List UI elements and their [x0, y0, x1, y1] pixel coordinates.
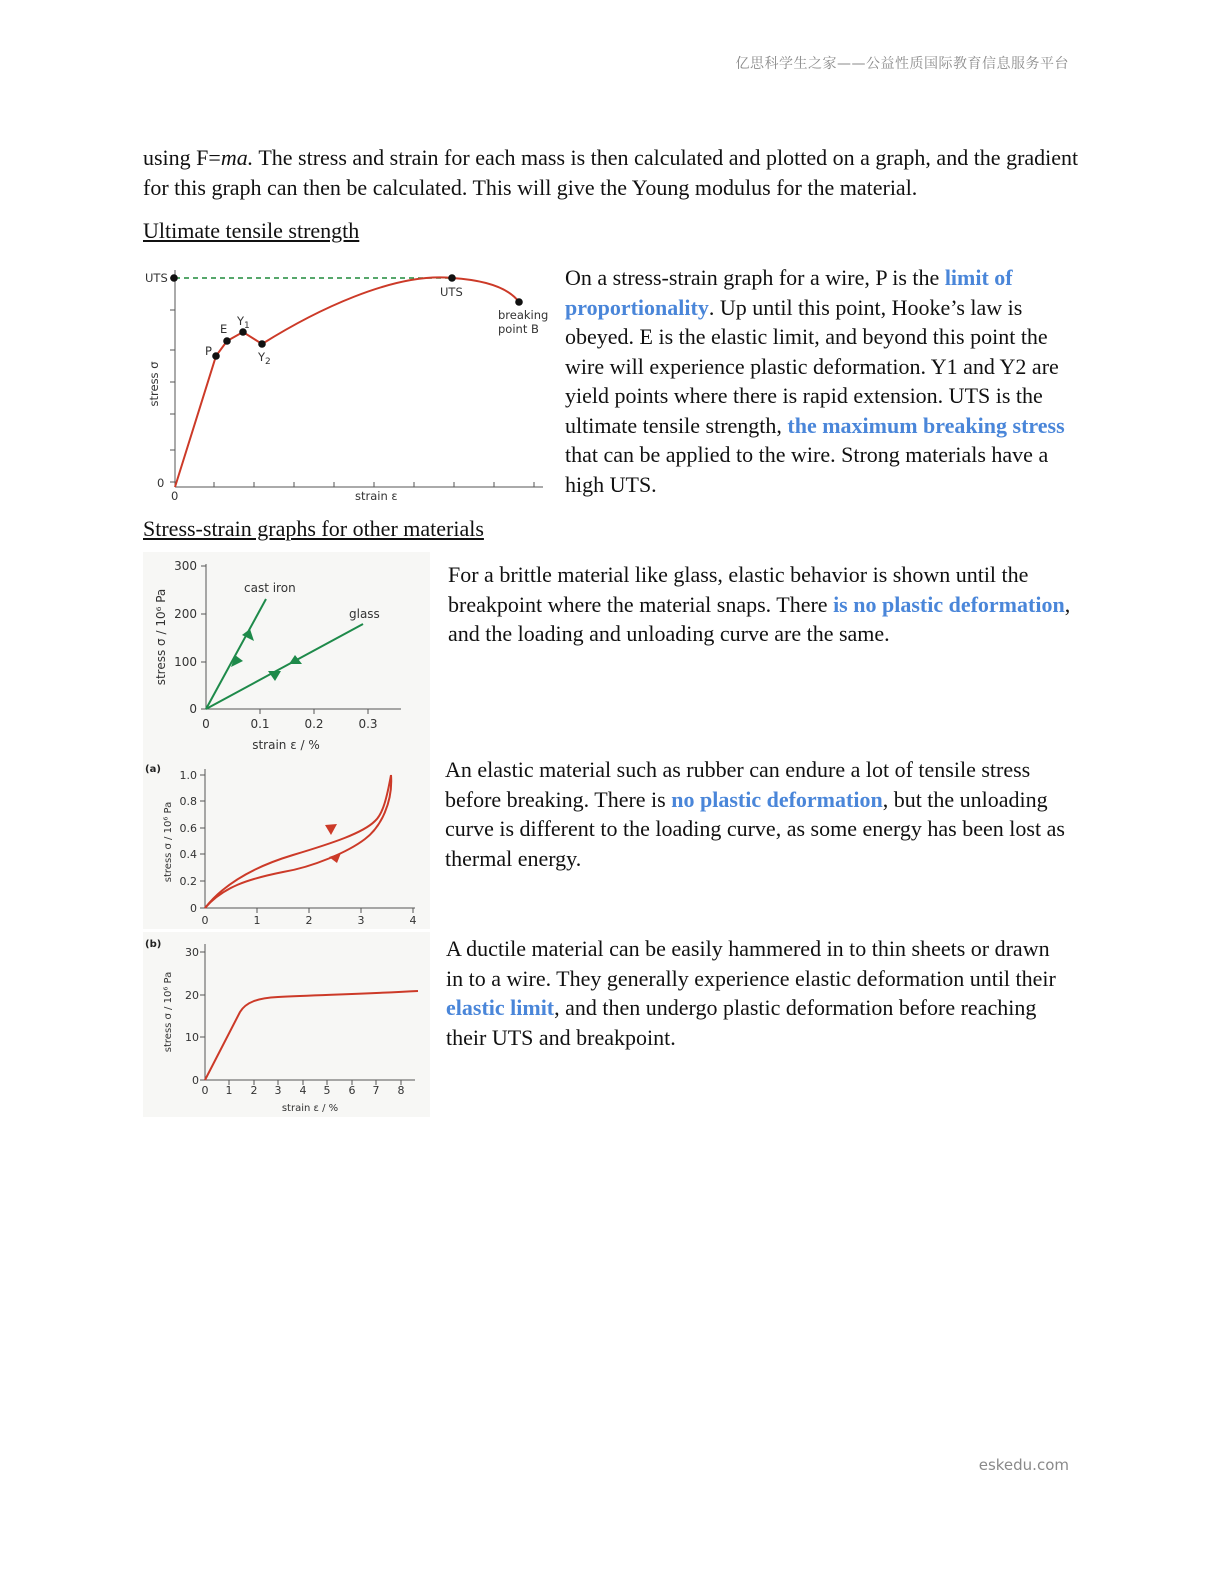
intro-text-1: using F= [143, 145, 221, 170]
ductile-ytick-30: 30 [185, 946, 199, 959]
ductile-xtick-6: 6 [348, 1084, 356, 1097]
ductile-xtick-1: 1 [225, 1084, 233, 1097]
brittle-text-2: , and the loading and unloading curve are the same. [448, 591, 1071, 646]
uts-highlight-2: the maximum breaking stress [787, 412, 1065, 438]
brittle-chart-svg [143, 552, 430, 757]
rubber-ytick-0-4: 0.4 [179, 848, 197, 861]
label-e: E [220, 322, 228, 336]
rubber-ytick-0: 0 [190, 902, 197, 915]
ductile-paragraph [446, 934, 1066, 1052]
glass-arrow-down [289, 655, 302, 664]
rubber-xtick-1: 1 [253, 914, 261, 927]
point-y2 [258, 340, 266, 348]
uts-chart [143, 262, 548, 507]
point-e [223, 337, 231, 345]
ductile-curve [205, 991, 418, 1080]
ductile-ylabel: stress σ / 10⁶ Pa [163, 971, 174, 1053]
brittle-xlabel: strain ε / % [252, 738, 320, 752]
brittle-ytick-300: 300 [174, 559, 197, 573]
page-footer: eskedu.com [978, 1456, 1069, 1474]
label-breaking-2: point B [498, 322, 539, 336]
elastic-highlight: no plastic deformation [671, 786, 883, 812]
ductile-text-2: , and then undergo plastic deformation before reaching their UTS and breakpoint. [446, 995, 1037, 1050]
uts-axis-point [170, 274, 178, 282]
brittle-xtick-0-3: 0.3 [358, 717, 378, 731]
ductile-highlight: elastic limit [446, 995, 555, 1020]
uts-xlabel: strain ε [355, 489, 398, 503]
ductile-xtick-0: 0 [201, 1084, 209, 1097]
ductile-xlabel: strain ε / % [281, 1103, 339, 1114]
rubber-ylabel: stress σ / 10⁶ Pa [163, 801, 174, 883]
ductile-ytick-20: 20 [185, 989, 199, 1002]
brittle-ytick-200: 200 [174, 607, 197, 621]
uts-paragraph [565, 263, 1070, 499]
brittle-ytick-100: 100 [174, 655, 197, 669]
point-p [212, 352, 220, 360]
ductile-ytick-10: 10 [185, 1031, 199, 1044]
ductile-xtick-8: 8 [397, 1084, 405, 1097]
page-header: 亿思科学生之家——公益性质国际教育信息服务平台 [735, 56, 1069, 72]
uts-curve [175, 277, 519, 487]
brittle-text-1: For a brittle material like glass, elastic behavior is shown until the breakpoint where the material snaps. There [448, 562, 1029, 617]
rubber-ytick-0-6: 0.6 [179, 822, 197, 835]
brittle-ylabel: stress σ / 10⁶ Pa [154, 588, 168, 686]
brittle-highlight: is no plastic deformation [833, 591, 1065, 617]
uts-chart-svg [143, 262, 548, 507]
uts-text-3: that can be applied to the wire. Strong materials have a high UTS. [565, 442, 1049, 497]
rubber-xtick-3: 3 [357, 914, 365, 927]
glass-arrow-up [268, 671, 281, 681]
ductile-xtick-7: 7 [372, 1084, 380, 1097]
elastic-text-1: An elastic material such as rubber can endure a lot of tensile stress before breaking. There is [445, 757, 1031, 812]
ductile-xtick-5: 5 [323, 1084, 331, 1097]
uts-ylabel: stress σ [147, 361, 161, 407]
intro-text-2: The stress and strain for each mass is then calculated and plotted on a graph, and the gradient for this graph can then be calculated. This will give the Young modulus for the material. [143, 145, 1079, 200]
uts-text-2: . Up until this point, Hooke’s law is obeyed. E is the elastic limit, and beyond this point the wire will experience plastic deformation. Y1 and Y2 are yield points where there is rapid extension. UTS is the ultimate tensile strength, [565, 294, 1059, 438]
uts-highlight-1: limit of proportionality [565, 265, 1013, 320]
ductile-chart [143, 932, 430, 1117]
rubber-xtick-4: 4 [409, 914, 417, 927]
brittle-xtick-0-2: 0.2 [304, 717, 324, 731]
uts-text-1: On a stress-strain graph for a wire, P is the [565, 265, 945, 290]
label-p: P [205, 344, 212, 358]
rubber-xtick-0: 0 [201, 914, 209, 927]
point-breaking [515, 298, 523, 306]
rubber-arrow-up [325, 824, 337, 835]
intro-paragraph [143, 143, 1083, 202]
intro-formula: ma. [220, 145, 254, 170]
uts-heading: Ultimate tensile strength [143, 218, 360, 243]
elastic-text-2: , but the unloading curve is different to the loading curve, as some energy has been lost as thermal energy. [445, 786, 1065, 871]
label-y2: $Y_2$ [258, 350, 271, 367]
ductile-ytick-0: 0 [192, 1074, 199, 1087]
uts-ytick-0: 0 [157, 476, 165, 490]
brittle-ytick-0: 0 [189, 702, 197, 716]
ductile-xtick-4: 4 [299, 1084, 307, 1097]
rubber-chart-svg [143, 757, 430, 929]
label-uts: UTS [440, 285, 463, 299]
rubber-xtick-2: 2 [305, 914, 313, 927]
point-uts [448, 274, 456, 282]
uts-ytick-uts: UTS [145, 271, 168, 285]
panel-a-label: (a) [145, 764, 161, 775]
brittle-paragraph [448, 560, 1078, 649]
rubber-arrow-down [329, 853, 341, 863]
brittle-xtick-0-1: 0.1 [250, 717, 270, 731]
other-materials-heading: Stress-strain graphs for other materials [143, 516, 484, 541]
rubber-ytick-0-2: 0.2 [179, 875, 197, 888]
uts-xtick-0: 0 [171, 489, 179, 503]
ductile-chart-svg [143, 932, 430, 1117]
rubber-ytick-0-8: 0.8 [179, 795, 197, 808]
brittle-xtick-0: 0 [202, 717, 210, 731]
glass-label: glass [349, 607, 380, 621]
label-y1: $Y_1$ [237, 314, 250, 331]
cast-iron-label: cast iron [244, 581, 296, 595]
ductile-xtick-2: 2 [250, 1084, 258, 1097]
ductile-xtick-3: 3 [274, 1084, 282, 1097]
rubber-unloading-curve [205, 775, 391, 908]
panel-b-label: (b) [145, 939, 162, 950]
ductile-text-1: A ductile material can be easily hammered in to thin sheets or drawn in to a wire. They generally experience elastic deformation until their [446, 936, 1056, 991]
rubber-ytick-1-0: 1.0 [179, 769, 197, 782]
elastic-paragraph [445, 755, 1080, 873]
label-breaking-1: breaking [498, 308, 548, 322]
rubber-chart [143, 757, 430, 929]
brittle-chart [143, 552, 430, 757]
